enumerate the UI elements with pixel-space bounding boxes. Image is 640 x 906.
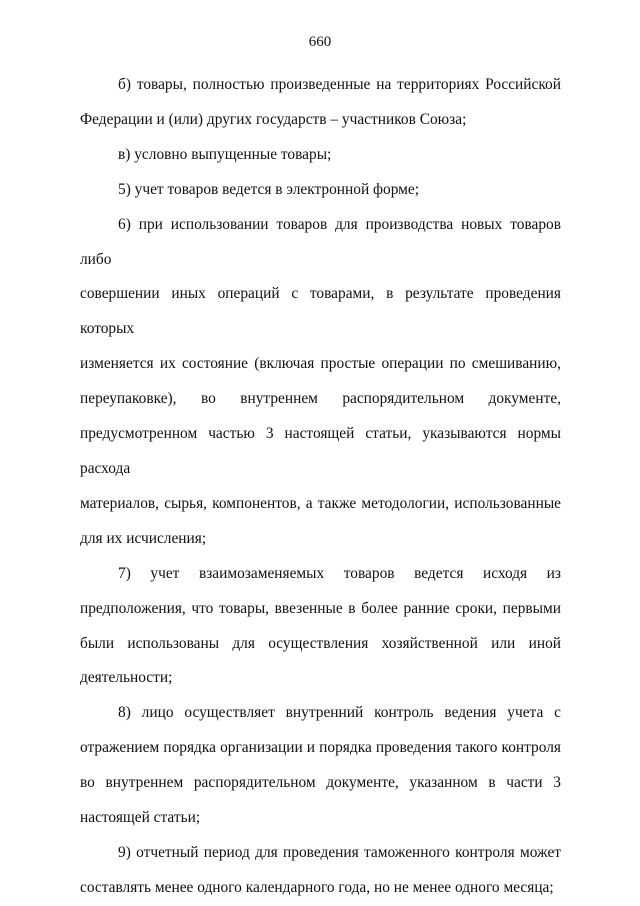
paragraph-b <box>80 68 561 138</box>
text-line: предусмотренном частью 3 настоящей статьи, указываются нормы расхода <box>80 425 561 477</box>
page-number: 660 <box>308 34 332 50</box>
text-line: б) товары, полностью произведенные на территориях Российской <box>118 76 561 93</box>
paragraph-5 <box>80 173 561 208</box>
text-line: 8) лицо осуществляет внутренний контроль ведения учета с <box>118 704 561 722</box>
paragraph-6 <box>80 208 561 557</box>
text-line: материалов, сырья, компонентов, а также методологии, использованные <box>80 494 561 512</box>
text-line: предположения, что товары, ввезенные в более ранние сроки, первыми <box>80 599 561 617</box>
text-line: переупаковке), во внутреннем распорядительном документе, <box>80 390 561 408</box>
text-line: Федерации и (или) других государств – участников Союза; <box>80 110 467 128</box>
text-line: 6) при использовании товаров для производства новых товаров либо <box>80 215 561 268</box>
text-line: настоящей статьи; <box>80 809 201 827</box>
text-line: были использованы для осуществления хозяйственной или иной <box>80 634 561 652</box>
paragraph-7 <box>80 557 561 697</box>
text-line: 7) учет взаимозаменяемых товаров ведется исходя из <box>118 564 561 582</box>
paragraph-9 <box>80 836 561 906</box>
paragraph-v <box>80 138 561 173</box>
text-line: 5) учет товаров ведется в электронной форме; <box>118 180 420 198</box>
text-line: деятельности; <box>80 669 173 687</box>
text-line: составлять менее одного календарного года, но не менее одного месяца; <box>80 878 554 896</box>
text-line: 9) отчетный период для проведения таможенного контроля может <box>118 843 561 861</box>
text-line: изменяется их состояние (включая простые операции по смешиванию, <box>80 355 561 373</box>
text-line: совершении иных операций с товарами, в результате проведения которых <box>80 285 561 338</box>
text-line: для их исчисления; <box>80 529 207 547</box>
text-line: в) условно выпущенные товары; <box>118 145 332 163</box>
text-line: во внутреннем распорядительном документе, указанном в части 3 <box>80 774 561 792</box>
text-line: отражением порядка организации и порядка проведения такого контроля <box>80 739 561 757</box>
document-body <box>80 68 561 906</box>
paragraph-8 <box>80 696 561 836</box>
